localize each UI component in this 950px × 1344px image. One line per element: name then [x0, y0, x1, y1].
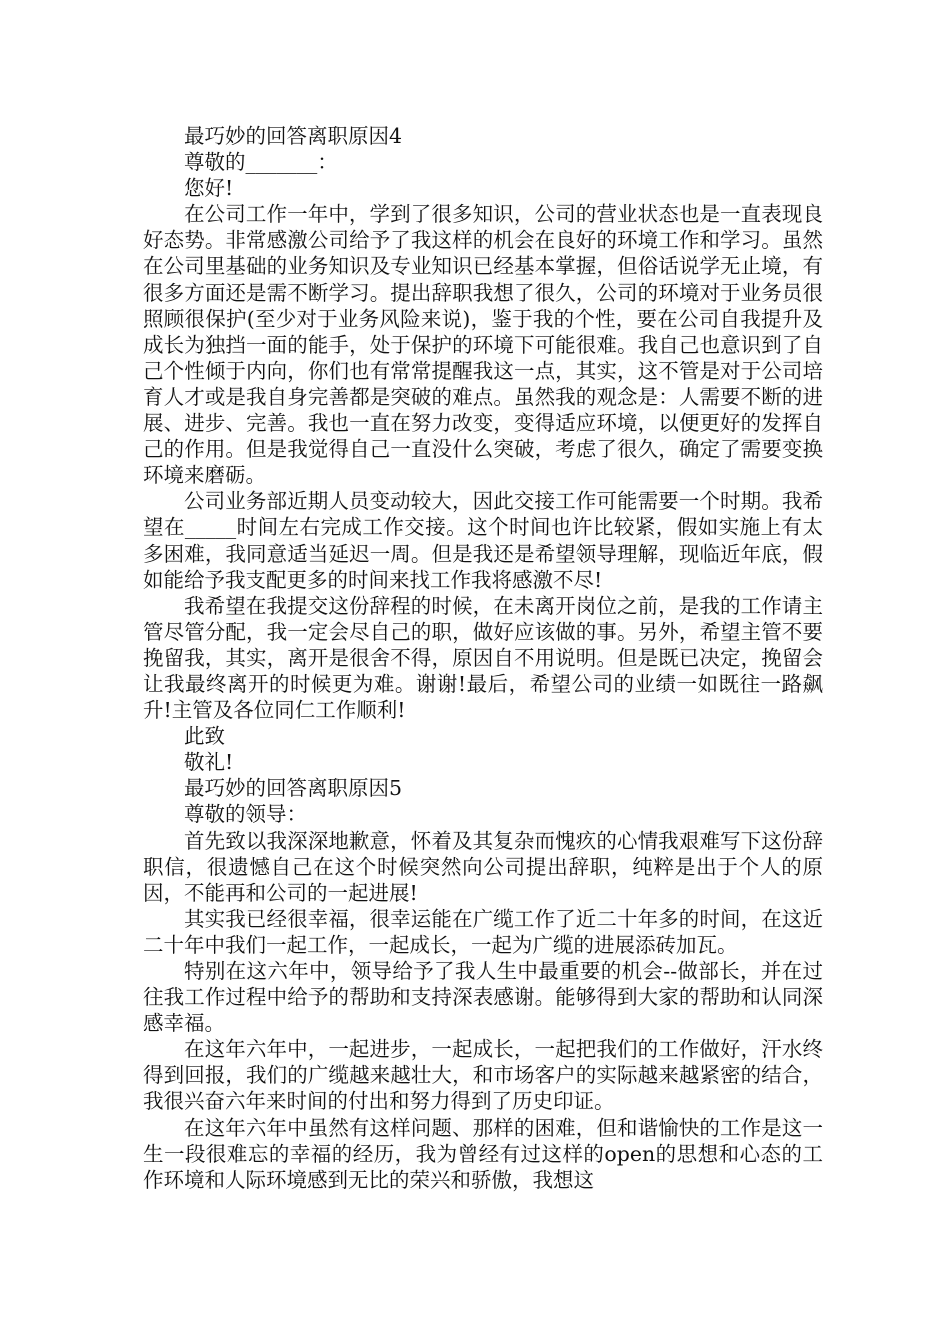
body-paragraph: 在这年六年中，一起进步，一起成长，一起把我们的工作做好，汗水终得到回报，我们的广缆越来越壮大，和市场客户的实际越来越紧密的结合，我很兴奋六年来时间的付出和努力得到了历史印证。 [143, 1037, 823, 1114]
section-heading-5: 最巧妙的回答离职原因5 [184, 776, 403, 801]
body-paragraph: 在这年六年中虽然有这样问题、那样的困难，但和谐愉快的工作是这一生一段很难忘的幸福的经历，我为曾经有过这样的open的思想和心态的工作环境和人际环境感到无比的荣兴和骄傲，我想这 [143, 1115, 823, 1192]
body-paragraph: 其实我已经很幸福，很幸运能在广缆工作了近二十年多的时间，在这近二十年中我们一起工作，一起成长，一起为广缆的进展添砖加瓦。 [143, 906, 823, 957]
salutation-1: 尊敬的_______： [184, 150, 338, 175]
body-paragraph: 我希望在我提交这份辞程的时候，在未离开岗位之前，是我的工作请主管尽管分配，我一定会尽自己的职，做好应该做的事。另外，希望主管不要挽留我，其实，离开是很舍不得，原因自不用说明。但是既已决定，挽留会让我最终离开的时候更为难。谢谢!最后，希望公司的业绩一如既往一路飙升!主管及各位同仁工作顺利! [143, 593, 823, 723]
body-paragraph: 特别在这六年中，领导给予了我人生中最重要的机会--做部长，并在过往我工作过程中给予的帮助和支持深表感谢。能够得到大家的帮助和认同深感幸福。 [143, 959, 823, 1036]
body-paragraph: 在公司工作一年中，学到了很多知识，公司的营业状态也是一直表现良好态势。非常感激公司给予了我这样的机会在良好的环境工作和学习。虽然在公司里基础的业务知识及专业知识已经基本掌握，但俗话说学无止境，有很多方面还是需不断学习。提出辞职我想了很久，公司的环境对于业务员很照顾很保护(至少对于业务风险来说)，鉴于我的个性，要在公司自我提升及成长为独挡一面的能手，处于保护的环境下可能很难。我自己也意识到了自己个性倾于内向，你们也有常常提醒我这一点，其实，这不管是对于公司培育人才或是我自身完善都是突破的难点。虽然我的观念是：人需要不断的进展、进步、完善。我也一直在努力改变，变得适应环境，以便更好的发挥自己的作用。但是我觉得自己一直没什么突破，考虑了很久，确定了需要变换环境来磨砺。 [143, 202, 823, 488]
body-paragraph: 公司业务部近期人员变动较大，因此交接工作可能需要一个时期。我希望在_____时间左右完成工作交接。这个时间也许比较紧，假如实施上有太多困难，我同意适当延迟一周。但是我还是希望领导理解，现临近年底，假如能给予我支配更多的时间来找工作我将感激不尽! [143, 489, 823, 592]
document-body [143, 123, 823, 1193]
section-heading-4: 最巧妙的回答离职原因4 [184, 124, 403, 148]
salutation-2: 尊敬的领导： [184, 802, 307, 827]
body-paragraph: 首先致以我深深地歉意，怀着及其复杂而愧疚的心情我艰难写下这份辞职信，很遗憾自己在这个时候突然向公司提出辞职，纯粹是出于个人的原因，不能再和公司的一起进展! [143, 828, 823, 905]
closing-line: 此致 [184, 724, 225, 749]
greeting: 您好! [184, 176, 234, 201]
closing-line: 敬礼! [184, 750, 234, 775]
